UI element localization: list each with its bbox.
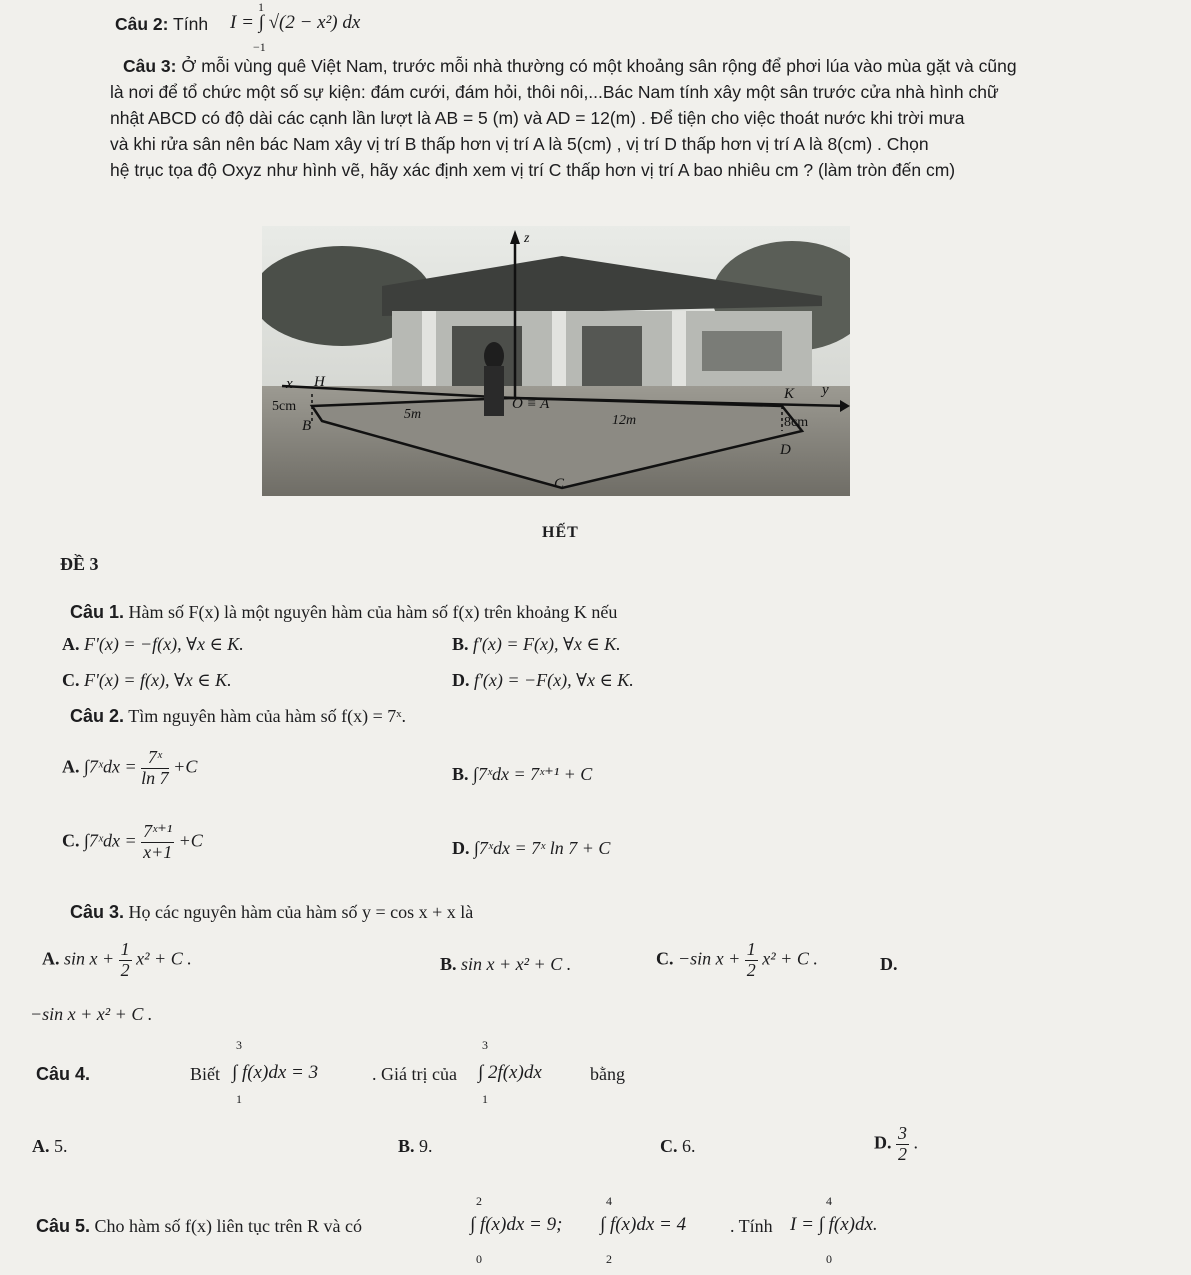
q2-top-expr: I = ∫ √(2 − x²) dx [230, 12, 361, 33]
q4-label: Câu 4. [36, 1064, 91, 1084]
q1-option-c [62, 670, 232, 691]
label-OA: O ≡ A [512, 396, 550, 412]
q2-label: Câu 2. [70, 706, 125, 726]
q3b-d-text: −sin x + x² + C . [30, 1004, 153, 1024]
q4-tail: bằng [590, 1064, 625, 1084]
q3b-c-pre: −sin x + [678, 948, 741, 969]
q3b-c-post: x² + C . [762, 948, 818, 969]
yard-diagram-photo [262, 226, 850, 496]
q3b-text: Họ các nguyên hàm của hàm số y = cos x + x là [128, 902, 474, 922]
q5-stem [36, 1216, 362, 1237]
q2-c-letter: C. [62, 830, 80, 851]
q5-int2: ∫ f(x)dx = 4 [600, 1214, 687, 1235]
q2-a-letter: A. [62, 756, 80, 777]
q4-c-text: 6. [682, 1136, 696, 1156]
q5-int1-upper: 2 [476, 1194, 482, 1208]
q2-option-d [452, 838, 610, 859]
q2-c-num: 7ˣ⁺¹ [143, 821, 173, 841]
q1-a-text: F'(x) = −f(x), ∀x ∈ K. [84, 634, 244, 654]
q4-int1: ∫ f(x)dx = 3 [232, 1062, 319, 1083]
label-y: y [822, 382, 829, 398]
q3b-a-letter: A. [42, 948, 60, 969]
q1-option-b [452, 634, 621, 655]
q1-option-d [452, 670, 634, 691]
q2-option-b [452, 764, 592, 785]
q4-option-a [32, 1136, 68, 1157]
pillar-1 [422, 311, 436, 396]
q4-stem [36, 1064, 90, 1085]
q2-d-text: ∫7ˣdx = 7ˣ ln 7 + C [474, 838, 611, 858]
q3-line-3: nhật ABCD có độ dài các cạnh lần lượt là AB = 5 (m) và AD = 12(m) . Để tiện cho việc thoát nước khi trời mưa [110, 108, 965, 128]
q4-int2-upper: 3 [482, 1038, 488, 1052]
q1-text: Hàm số F(x) là một nguyên hàm của hàm số f(x) trên khoảng K nếu [128, 602, 618, 622]
q5-int3-upper: 4 [826, 1194, 832, 1208]
q5-int1-lower: 0 [476, 1252, 482, 1266]
q4-option-c [660, 1136, 696, 1157]
q3b-c-num: 1 [746, 939, 756, 959]
q3-line-2: là nơi để tổ chức một số sự kiện: đám cưới, đám hỏi, thôi nôi,...Bác Nam tính xây một sân trước cửa nhà hình chữ [110, 82, 999, 102]
q2-top-lower: −1 [253, 40, 266, 54]
q2-top-upper: 1 [258, 0, 264, 14]
q3b-c-den: 2 [746, 959, 756, 980]
q2-b-letter: B. [452, 764, 469, 784]
label-z: z [524, 231, 530, 246]
window [702, 331, 782, 371]
q3b-a-fraction [119, 940, 132, 981]
q3b-stem [70, 902, 473, 923]
q3b-a-num: 1 [120, 939, 130, 959]
q3b-label: Câu 3. [70, 902, 125, 922]
q3b-option-c [656, 940, 818, 981]
q2-c-fraction [141, 822, 174, 863]
q4-d-fraction [896, 1124, 909, 1165]
q4-d-tail: . [913, 1132, 918, 1153]
q1-b-letter: B. [452, 634, 469, 654]
q3-label: Câu 3: [123, 56, 177, 76]
q5-int3: I = ∫ f(x)dx. [790, 1214, 878, 1235]
q3b-b-letter: B. [440, 954, 457, 974]
q4-int1-upper: 3 [236, 1038, 242, 1052]
q4-a-letter: A. [32, 1136, 50, 1156]
q1-d-text: f'(x) = −F(x), ∀x ∈ K. [474, 670, 634, 690]
q1-c-letter: C. [62, 670, 80, 690]
q2-c-lhs: ∫7ˣdx = [84, 830, 137, 851]
q3b-b-text: sin x + x² + C . [461, 954, 572, 974]
q4-d-num: 3 [898, 1123, 907, 1143]
q1-label: Câu 1. [70, 602, 125, 622]
q4-b-text: 9. [419, 1136, 433, 1156]
q3-text-1: Ở mỗi vùng quê Việt Nam, trước mỗi nhà thường có một khoảng sân rộng để phơi lúa vào mùa gặt và cũng [181, 56, 1017, 76]
q2-d-letter: D. [452, 838, 470, 858]
label-C: C [554, 476, 565, 492]
q2-c-tail: +C [178, 830, 203, 851]
label-H: H [314, 374, 325, 390]
q5-text2: . Tính [730, 1216, 773, 1236]
q2-a-den: ln 7 [141, 767, 169, 788]
q4-d-letter: D. [874, 1132, 892, 1153]
q2-a-tail: +C [173, 756, 198, 777]
q2-top-text: Tính [173, 14, 209, 34]
q2-stem [70, 706, 406, 727]
q3b-a-post: x² + C . [136, 948, 192, 969]
q3b-d-letter: D. [880, 954, 898, 974]
q4-option-d [874, 1124, 918, 1165]
label-5m: 5m [404, 407, 422, 422]
q4-int2-lower: 1 [482, 1092, 488, 1106]
q3b-c-fraction [745, 940, 758, 981]
q4-a-text: 5. [54, 1136, 68, 1156]
q3b-option-d-text [30, 1004, 152, 1025]
q4-int1-lower: 1 [236, 1092, 242, 1106]
q2-b-text: ∫7ˣdx = 7ˣ⁺¹ + C [473, 764, 593, 784]
q4-option-b [398, 1136, 433, 1157]
q2-a-lhs: ∫7ˣdx = [84, 756, 137, 777]
pillar-3 [672, 311, 686, 396]
q3b-option-a [42, 940, 192, 981]
person [484, 342, 504, 370]
door-2 [582, 326, 642, 386]
q4-c-letter: C. [660, 1136, 678, 1156]
q2-top-line [115, 14, 208, 35]
label-D: D [780, 442, 791, 458]
q2-a-num: 7ˣ [141, 748, 169, 769]
q4-biet: Biết [190, 1064, 220, 1084]
end-marker: HẾT [542, 524, 579, 541]
q3b-a-pre: sin x + [64, 948, 115, 969]
q1-option-a [62, 634, 244, 655]
q2-option-a [62, 748, 197, 789]
q2-a-fraction [141, 748, 169, 789]
label-5cm: 5cm [272, 399, 297, 414]
q4-mid: . Giá trị của [372, 1064, 457, 1084]
q3b-option-d [880, 954, 898, 975]
q5-int2-lower: 2 [606, 1252, 612, 1266]
person-body [484, 366, 504, 416]
q5-int2-upper: 4 [606, 1194, 612, 1208]
q2-option-c [62, 822, 203, 863]
pillar-2 [552, 311, 566, 396]
label-x: x [286, 376, 293, 392]
q3b-a-den: 2 [120, 959, 130, 980]
q4-b-letter: B. [398, 1136, 415, 1156]
q4-d-den: 2 [898, 1143, 907, 1164]
label-B: B [302, 418, 312, 434]
q3b-c-letter: C. [656, 948, 674, 969]
q2-c-den: x+1 [143, 841, 173, 862]
q5-text1: Cho hàm số f(x) liên tục trên R và có [94, 1216, 362, 1236]
q1-d-letter: D. [452, 670, 470, 690]
q1-c-text: F'(x) = f(x), ∀x ∈ K. [84, 670, 232, 690]
q5-label: Câu 5. [36, 1216, 91, 1236]
q3b-option-b [440, 954, 571, 975]
q5-int1: ∫ f(x)dx = 9; [470, 1214, 563, 1235]
q1-stem [70, 602, 617, 623]
q2-text: Tìm nguyên hàm của hàm số f(x) = 7ˣ. [128, 706, 407, 726]
q3-line-4: và khi rửa sân nên bác Nam xây vị trí B thấp hơn vị trí A là 5(cm) , vị trí D thấp hơn vị trí A là 8(cm) . Chọn [110, 134, 929, 154]
q5-int3-lower: 0 [826, 1252, 832, 1266]
label-8cm: 8cm [784, 415, 809, 430]
q1-a-letter: A. [62, 634, 80, 654]
exam-title: ĐỀ 3 [60, 554, 99, 574]
q3-line-5: hệ trục tọa độ Oxyz như hình vẽ, hãy xác định xem vị trí C thấp hơn vị trí A bao nhiêu cm ? (làm tròn đến cm) [110, 160, 956, 180]
label-12m: 12m [612, 413, 637, 428]
q3-line-1 [123, 56, 1017, 77]
q1-b-text: f'(x) = F(x), ∀x ∈ K. [473, 634, 621, 654]
q2-top-label: Câu 2: [115, 14, 169, 34]
q4-int2: ∫ 2f(x)dx [478, 1062, 542, 1083]
label-K: K [784, 386, 795, 402]
